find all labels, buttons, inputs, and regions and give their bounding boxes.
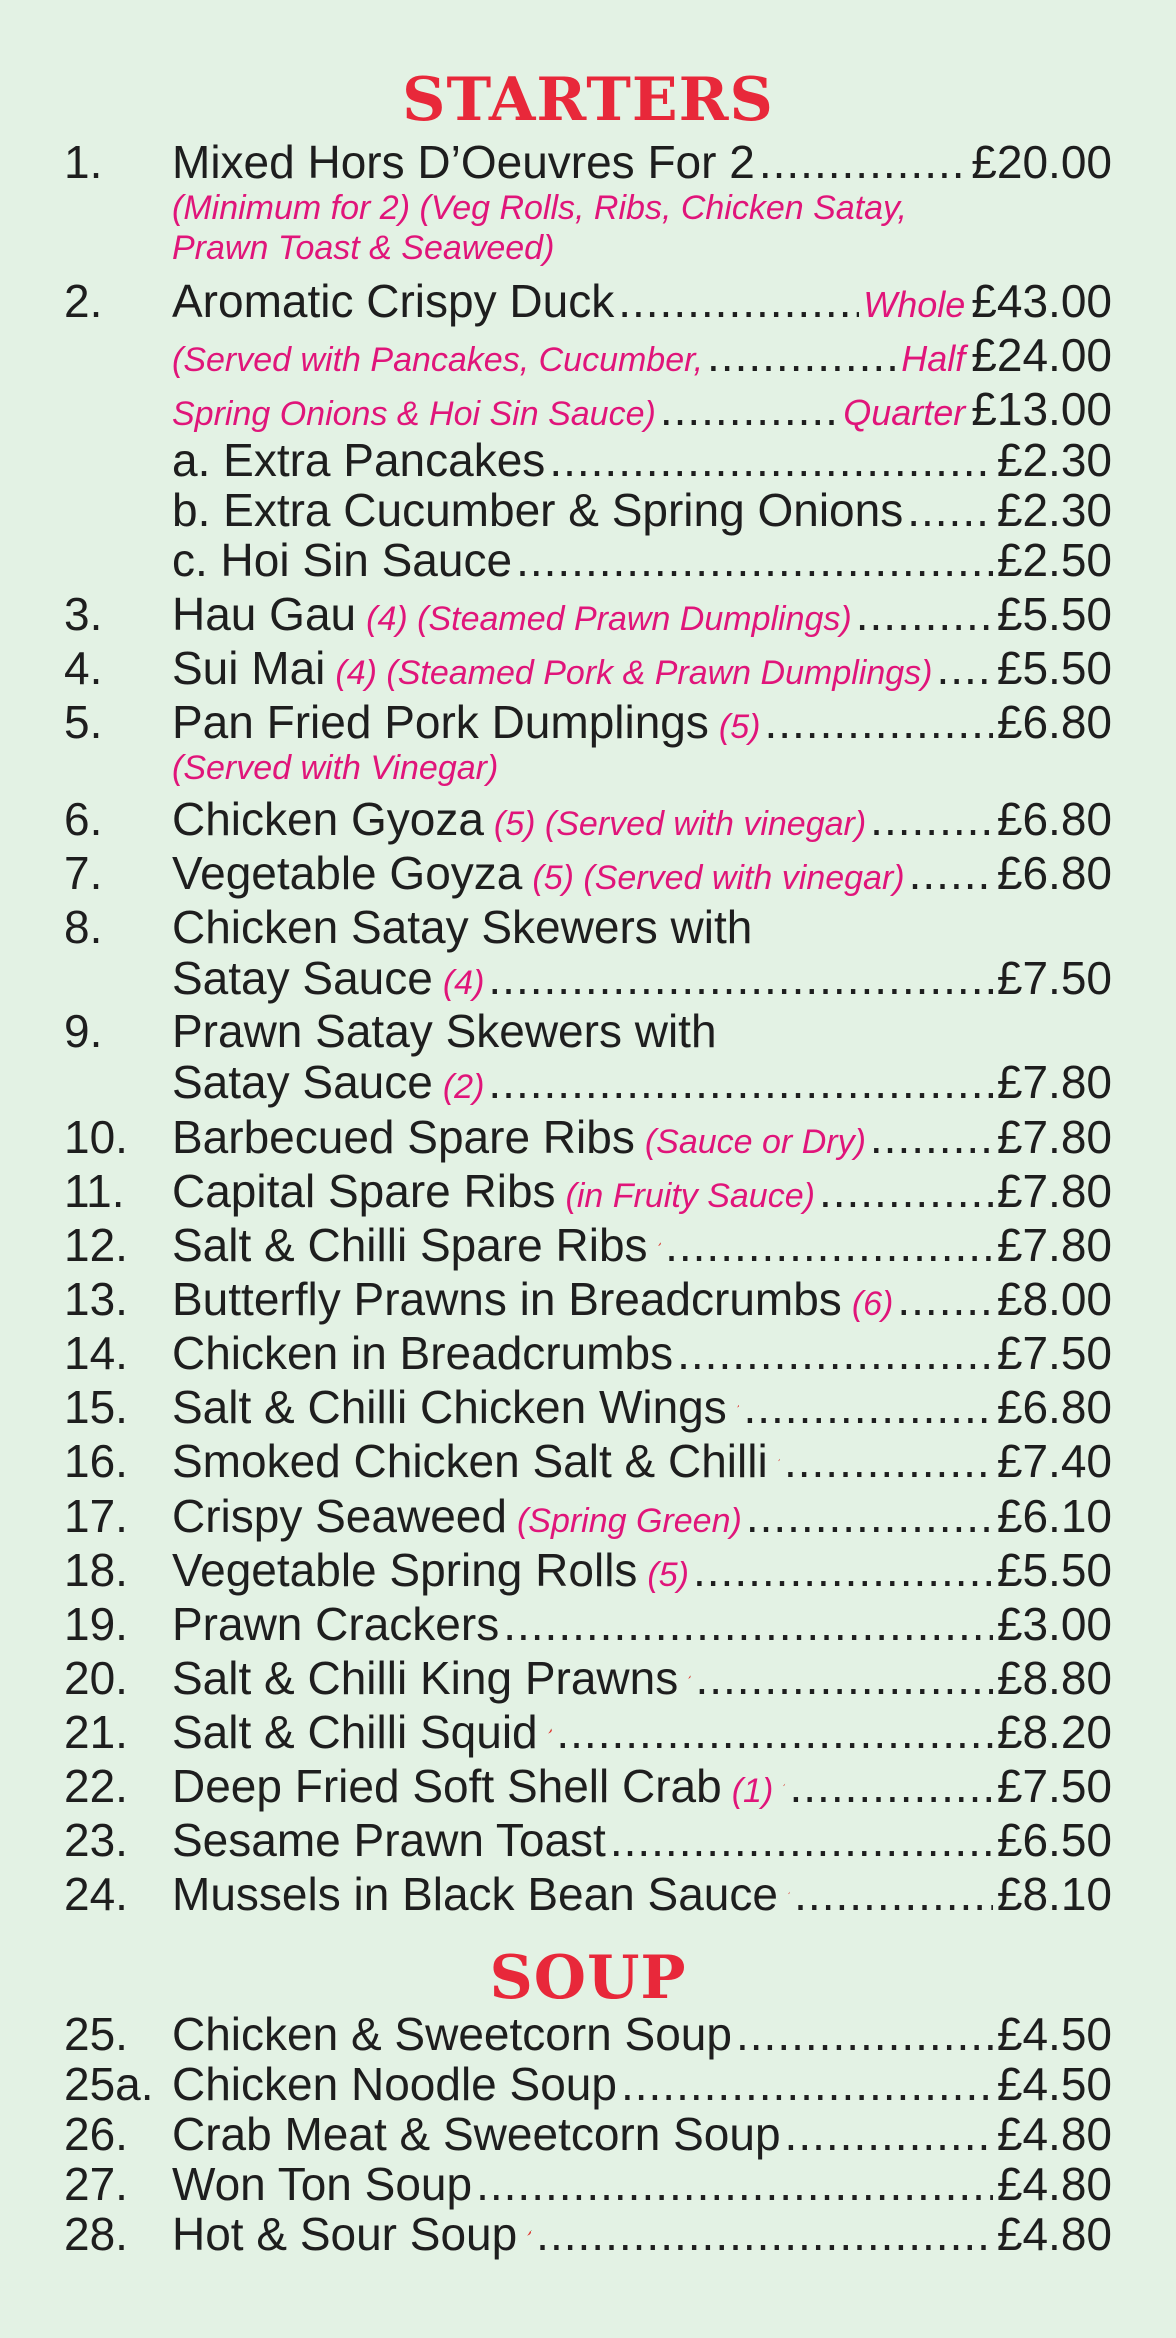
item-number: 25.: [64, 2008, 128, 2060]
item-detail: (in Fruity Sauce): [565, 1177, 815, 1215]
item-name: Chicken & Sweetcorn Soup: [172, 2008, 732, 2060]
menu-item: [0, 483, 1176, 537]
item-number: 10.: [64, 1111, 128, 1163]
item-price: £7.50: [996, 1327, 1112, 1379]
menu-item: [0, 900, 1176, 954]
soup-heading: SOUP: [489, 1943, 687, 2013]
item-name: Vegetable Spring Rolls: [172, 1544, 638, 1596]
menu-item: [0, 2057, 1176, 2111]
item-price: £6.80: [996, 1381, 1112, 1433]
item-price: £2.50: [996, 534, 1112, 586]
menu-item: [0, 587, 1176, 641]
item-note: (Served with Vinegar): [172, 749, 499, 787]
item-number: 12.: [64, 1219, 128, 1271]
chilli-icon: [737, 1389, 740, 1423]
item-number: 26.: [64, 2108, 128, 2160]
menu-item: [0, 2157, 1176, 2211]
menu-item: [0, 1813, 1176, 1867]
item-detail: (4): [442, 964, 485, 1002]
item-price: £5.50: [996, 642, 1112, 694]
item-name: Butterfly Prawns in Breadcrumbs: [172, 1273, 842, 1325]
menu-item: [0, 328, 1176, 382]
item-number: 22.: [64, 1760, 128, 1812]
menu-item: [0, 1489, 1176, 1543]
item-name: Chicken in Breadcrumbs: [172, 1327, 674, 1379]
chilli-icon: [688, 1660, 691, 1694]
chilli-icon: [658, 1227, 662, 1261]
menu-item: [0, 1597, 1176, 1651]
item-name: Aromatic Crispy Duck: [172, 275, 615, 327]
item-price: £7.50: [996, 952, 1112, 1004]
item-number: 1.: [64, 136, 103, 188]
item-name: Salt & Chilli King Prawns: [172, 1652, 679, 1704]
menu-item-continued: [0, 951, 1176, 1005]
menu-item: [0, 2007, 1176, 2061]
item-number: 18.: [64, 1544, 128, 1596]
item-name: Satay Sauce: [172, 1056, 433, 1108]
menu-item: [0, 1543, 1176, 1597]
item-name: Capital Spare Ribs: [172, 1165, 556, 1217]
item-number: 27.: [64, 2158, 128, 2210]
item-number: 9.: [64, 1005, 103, 1057]
item-name: Mussels in Black Bean Sauce: [172, 1868, 778, 1920]
menu-item: [0, 533, 1176, 587]
item-price: £2.30: [996, 434, 1112, 486]
item-price: £6.50: [996, 1814, 1112, 1866]
item-name: Deep Fried Soft Shell Crab: [172, 1760, 722, 1812]
menu-item: [0, 1110, 1176, 1164]
menu-item: [0, 1004, 1176, 1058]
item-name: Hot & Sour Soup: [172, 2208, 518, 2260]
item-price: £20.00: [971, 136, 1112, 188]
item-price: £4.50: [996, 2058, 1112, 2110]
item-name: Crab Meat & Sweetcorn Soup: [172, 2108, 781, 2160]
chilli-icon: [778, 1443, 780, 1477]
menu-item: [0, 1218, 1176, 1272]
menu-item: [0, 695, 1176, 749]
item-detail: (1): [731, 1772, 774, 1810]
item-detail: (Sauce or Dry): [644, 1123, 866, 1161]
menu-item: [0, 274, 1176, 328]
item-number: 21.: [64, 1706, 128, 1758]
item-number: 28.: [64, 2208, 128, 2260]
item-price: £4.80: [996, 2108, 1112, 2160]
menu-item: [0, 433, 1176, 487]
item-name: Prawn Crackers: [172, 1598, 500, 1650]
item-number: 16.: [64, 1435, 128, 1487]
item-note: (Served with Pancakes, Cucumber,: [172, 341, 704, 379]
item-number: 20.: [64, 1652, 128, 1704]
item-detail: (5): [647, 1556, 689, 1594]
item-number: 2.: [64, 275, 103, 327]
item-name: Smoked Chicken Salt & Chilli: [172, 1435, 768, 1487]
item-name: Barbecued Spare Ribs: [172, 1111, 635, 1163]
menu-item: [0, 135, 1176, 189]
menu-item: [0, 2107, 1176, 2161]
menu-item: [0, 382, 1176, 436]
item-number: 25a.: [64, 2058, 154, 2110]
item-price: £3.00: [996, 1598, 1112, 1650]
item-name: Prawn Satay Skewers with: [172, 1005, 717, 1057]
item-name: Crispy Seaweed: [172, 1490, 507, 1542]
item-price: £6.80: [996, 847, 1112, 899]
item-detail: (6): [851, 1285, 894, 1323]
menu-item: [0, 1272, 1176, 1326]
menu-item: [0, 1759, 1176, 1813]
menu-item: [0, 1380, 1176, 1434]
item-price: £6.10: [996, 1490, 1112, 1542]
item-name: b. Extra Cucumber & Spring Onions: [172, 484, 904, 536]
item-price: £8.80: [996, 1652, 1112, 1704]
item-number: 7.: [64, 847, 103, 899]
item-price: £8.20: [996, 1706, 1112, 1758]
item-detail: (2): [442, 1068, 485, 1106]
item-price: £7.80: [996, 1165, 1112, 1217]
menu-item: [0, 1705, 1176, 1759]
item-number: 3.: [64, 588, 103, 640]
item-number: 17.: [64, 1490, 128, 1542]
item-price: £6.80: [996, 793, 1112, 845]
item-name: Salt & Chilli Chicken Wings: [172, 1381, 727, 1433]
menu-item: [0, 1164, 1176, 1218]
item-number: 23.: [64, 1814, 128, 1866]
item-number: 19.: [64, 1598, 128, 1650]
menu-item: [0, 1434, 1176, 1488]
item-price: £7.80: [996, 1111, 1112, 1163]
item-price: £43.00: [971, 275, 1112, 327]
item-price: £7.80: [996, 1056, 1112, 1108]
chilli-icon: [783, 1768, 785, 1802]
item-portion: Half: [901, 338, 966, 379]
item-name: Won Ton Soup: [172, 2158, 473, 2210]
item-price: £4.80: [996, 2208, 1112, 2260]
item-name: c. Hoi Sin Sauce: [172, 534, 513, 586]
chilli-icon: [527, 2216, 532, 2250]
item-number: 8.: [64, 901, 103, 953]
item-price: £6.80: [996, 696, 1112, 748]
item-price: £7.80: [996, 1219, 1112, 1271]
menu-item: [0, 2207, 1176, 2261]
item-number: 4.: [64, 642, 103, 694]
item-detail: (5): [718, 708, 761, 746]
item-price: £7.40: [996, 1435, 1112, 1487]
starters-heading: STARTERS: [402, 65, 774, 135]
item-price: £4.80: [996, 2158, 1112, 2210]
menu-item: [0, 792, 1176, 846]
item-price: £13.00: [971, 383, 1112, 435]
item-price: £8.10: [996, 1868, 1112, 1920]
item-name: Chicken Noodle Soup: [172, 2058, 617, 2110]
item-name: Salt & Chilli Spare Ribs: [172, 1219, 648, 1271]
item-name: Vegetable Goyza: [172, 847, 523, 899]
item-number: 13.: [64, 1273, 128, 1325]
item-price: £8.00: [996, 1273, 1112, 1325]
item-note: Prawn Toast & Seaweed): [172, 229, 555, 267]
item-name: Chicken Gyoza: [172, 793, 484, 845]
item-name: Satay Sauce: [172, 952, 433, 1004]
item-name: Chicken Satay Skewers with: [172, 901, 753, 953]
menu-item: [0, 1651, 1176, 1705]
menu-item: [0, 846, 1176, 900]
item-name: Pan Fried Pork Dumplings: [172, 696, 709, 748]
item-name: Mixed Hors D’Oeuvres For 2: [172, 136, 755, 188]
item-price: £5.50: [996, 1544, 1112, 1596]
item-price: £7.50: [996, 1760, 1112, 1812]
item-portion: Whole: [863, 284, 966, 325]
item-portion: Quarter: [843, 392, 966, 433]
chilli-icon: [788, 1876, 790, 1910]
item-number: 11.: [64, 1165, 125, 1217]
item-price: £5.50: [996, 588, 1112, 640]
item-name: a. Extra Pancakes: [172, 434, 546, 486]
item-detail: (5) (Served with vinegar): [532, 859, 905, 897]
item-detail: (5) (Served with vinegar): [493, 805, 867, 843]
item-number: 5.: [64, 696, 103, 748]
item-name: Hau Gau: [172, 588, 357, 640]
item-detail: (4) (Steamed Pork & Prawn Dumplings): [335, 654, 933, 692]
item-price: £2.30: [996, 484, 1112, 536]
menu-item: [0, 641, 1176, 695]
item-detail: (4) (Steamed Prawn Dumplings): [366, 600, 852, 638]
item-number: 15.: [64, 1381, 128, 1433]
item-number: 6.: [64, 793, 103, 845]
item-detail: (Spring Green): [516, 1502, 742, 1540]
menu-item-continued: [0, 1055, 1176, 1109]
item-name: Sesame Prawn Toast: [172, 1814, 606, 1866]
item-name: Sui Mai: [172, 642, 326, 694]
item-number: 14.: [64, 1327, 128, 1379]
item-number: 24.: [64, 1868, 128, 1920]
chilli-icon: [548, 1714, 553, 1748]
item-price: £4.50: [996, 2008, 1112, 2060]
item-note: (Minimum for 2) (Veg Rolls, Ribs, Chicken Satay,: [172, 189, 907, 227]
item-name: Salt & Chilli Squid: [172, 1706, 538, 1758]
item-price: £24.00: [971, 329, 1112, 381]
menu-item: [0, 1867, 1176, 1921]
item-note: Spring Onions & Hoi Sin Sauce): [172, 395, 656, 433]
menu-item: [0, 1326, 1176, 1380]
